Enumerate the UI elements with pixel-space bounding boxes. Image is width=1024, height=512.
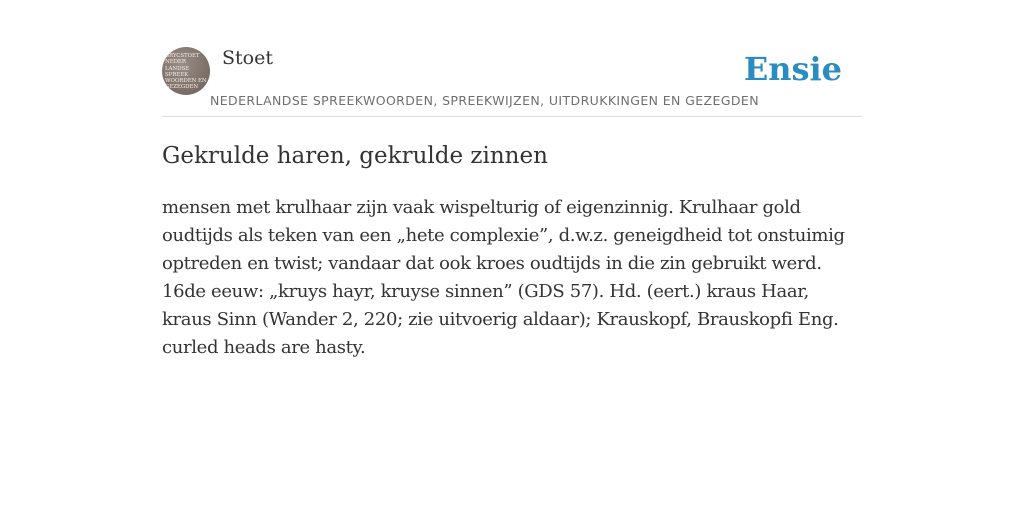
entry-definition: mensen met krulhaar zijn vaak wispelturig of eigenzinnig. Krulhaar gold oudtijds als teken van een „hete complexie”, d.w.z. geneigdheid tot onstuimig optreden en twist; vandaar dat ook kroes oudtijds in die zin gebruikt werd. 16de eeuw: „kruys hayr, kruyse sinnen” (GDS 57). Hd. (eert.) kraus Haar, kraus Sinn (Wander 2, 220; zie uitvoerig aldaar); Krauskopf, Brauskopfi Eng. curled heads are hasty. [162, 197, 845, 358]
source-subtitle[interactable]: NEDERLANDSE SPREEKWOORDEN, SPREEKWIJZEN, UITDRUKKINGEN EN GEZEGDEN [210, 93, 759, 108]
entry-header [162, 46, 862, 117]
brand-logo[interactable]: Ensie [743, 50, 842, 88]
book-cover-avatar[interactable] [162, 47, 210, 95]
entry-title: Gekrulde haren, gekrulde zinnen [162, 143, 548, 169]
author-name[interactable]: Stoet [222, 47, 273, 69]
book-cover-text: BRYCSTOET NEDER LANDSE SPREEK WOORDEN EN GEZEGDEN [165, 53, 207, 91]
entry-card [162, 46, 862, 362]
